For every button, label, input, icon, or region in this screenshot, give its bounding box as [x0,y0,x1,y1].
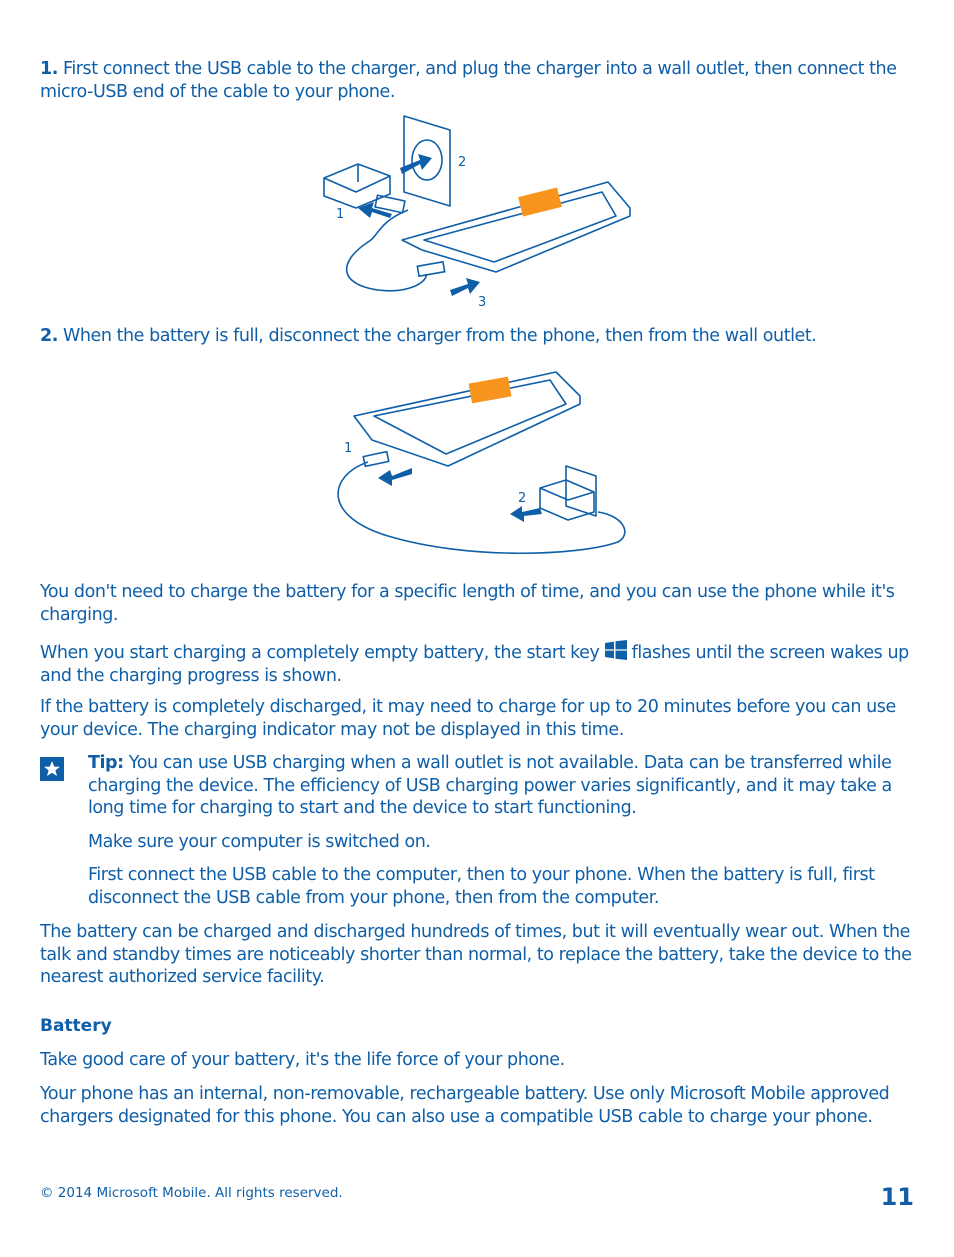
tip-body: You can use USB charging when a wall outlet is not available. Data can be transferred while charging the device. The efficiency of USB charging power varies significantly, and it may take a long time for charging to start and the device to start functioning. [88,753,892,818]
step-1-body: First connect the USB cable to the charger, and plug the charger into a wall outlet, then connect the micro-USB end of the cable to your phone. [40,59,897,102]
battery-full-icon [469,377,512,404]
page-number: 11 [880,1183,914,1211]
charging-illustration-disconnect [328,366,628,558]
para-no-need: You don't need to charge the battery for a specific length of time, and you can use the phone while it's charging. [40,582,895,625]
arrow-1-icon [378,468,412,486]
para-empty-battery [40,640,920,687]
figure1-label-3: 3 [478,295,487,310]
para-empty-before: When you start charging a completely empty battery, the start key [40,643,605,663]
charger [324,164,390,208]
footer-copyright: © 2014 Microsoft Mobile. All rights reserved. [40,1185,343,1201]
tip-para-3: First connect the USB cable to the computer, then to your phone. When the battery is full, first disconnect the USB cable from your phone, then from the computer. [88,865,875,908]
arrow-3-icon [450,278,480,296]
battery-heading: Battery [40,1016,112,1036]
phone [402,182,630,272]
micro-usb-plug [363,452,389,467]
figure2-label-2: 2 [518,491,527,506]
para-empty-after: flashes until the screen wakes up and the charging progress is shown. [40,643,909,686]
battery-charging-icon [518,187,562,216]
step-2-number: 2. [40,326,58,346]
figure1-label-1: 1 [336,207,345,222]
figure1-label-2: 2 [458,155,467,170]
para-wear: The battery can be charged and discharged hundreds of times, but it will eventually wear out. When the talk and standby times are noticeably shorter than normal, to replace the battery, take the device to the nearest authorized service facility. [40,922,912,987]
phone [354,372,580,466]
battery-para-1: Take good care of your battery, it's the life force of your phone. [40,1050,565,1070]
tip-text [88,752,920,820]
windows-start-key-icon [605,640,627,660]
usb-cable [347,210,427,291]
step-2-text [40,325,920,348]
usb-cable [338,462,625,553]
figure2-label-1: 1 [344,441,353,456]
step-2-body: When the battery is full, disconnect the charger from the phone, then from the wall outlet. [57,326,817,346]
tip-label: Tip: [88,753,124,773]
step-1-number: 1. [40,59,58,79]
charging-illustration-connect [318,112,638,312]
step-1-text [40,58,920,103]
arrow-2-icon [510,506,542,522]
para-discharged: If the battery is completely discharged, it may need to charge for up to 20 minutes before you can use your device. The charging indicator may not be displayed in this time. [40,697,896,740]
tip-star-icon [40,757,64,781]
tip-para-2: Make sure your computer is switched on. [88,832,431,852]
battery-para-2: Your phone has an internal, non-removable, rechargeable battery. Use only Microsoft Mobile approved chargers designated for this phone. You can also use a compatible USB cable to charge your phone. [40,1084,890,1127]
